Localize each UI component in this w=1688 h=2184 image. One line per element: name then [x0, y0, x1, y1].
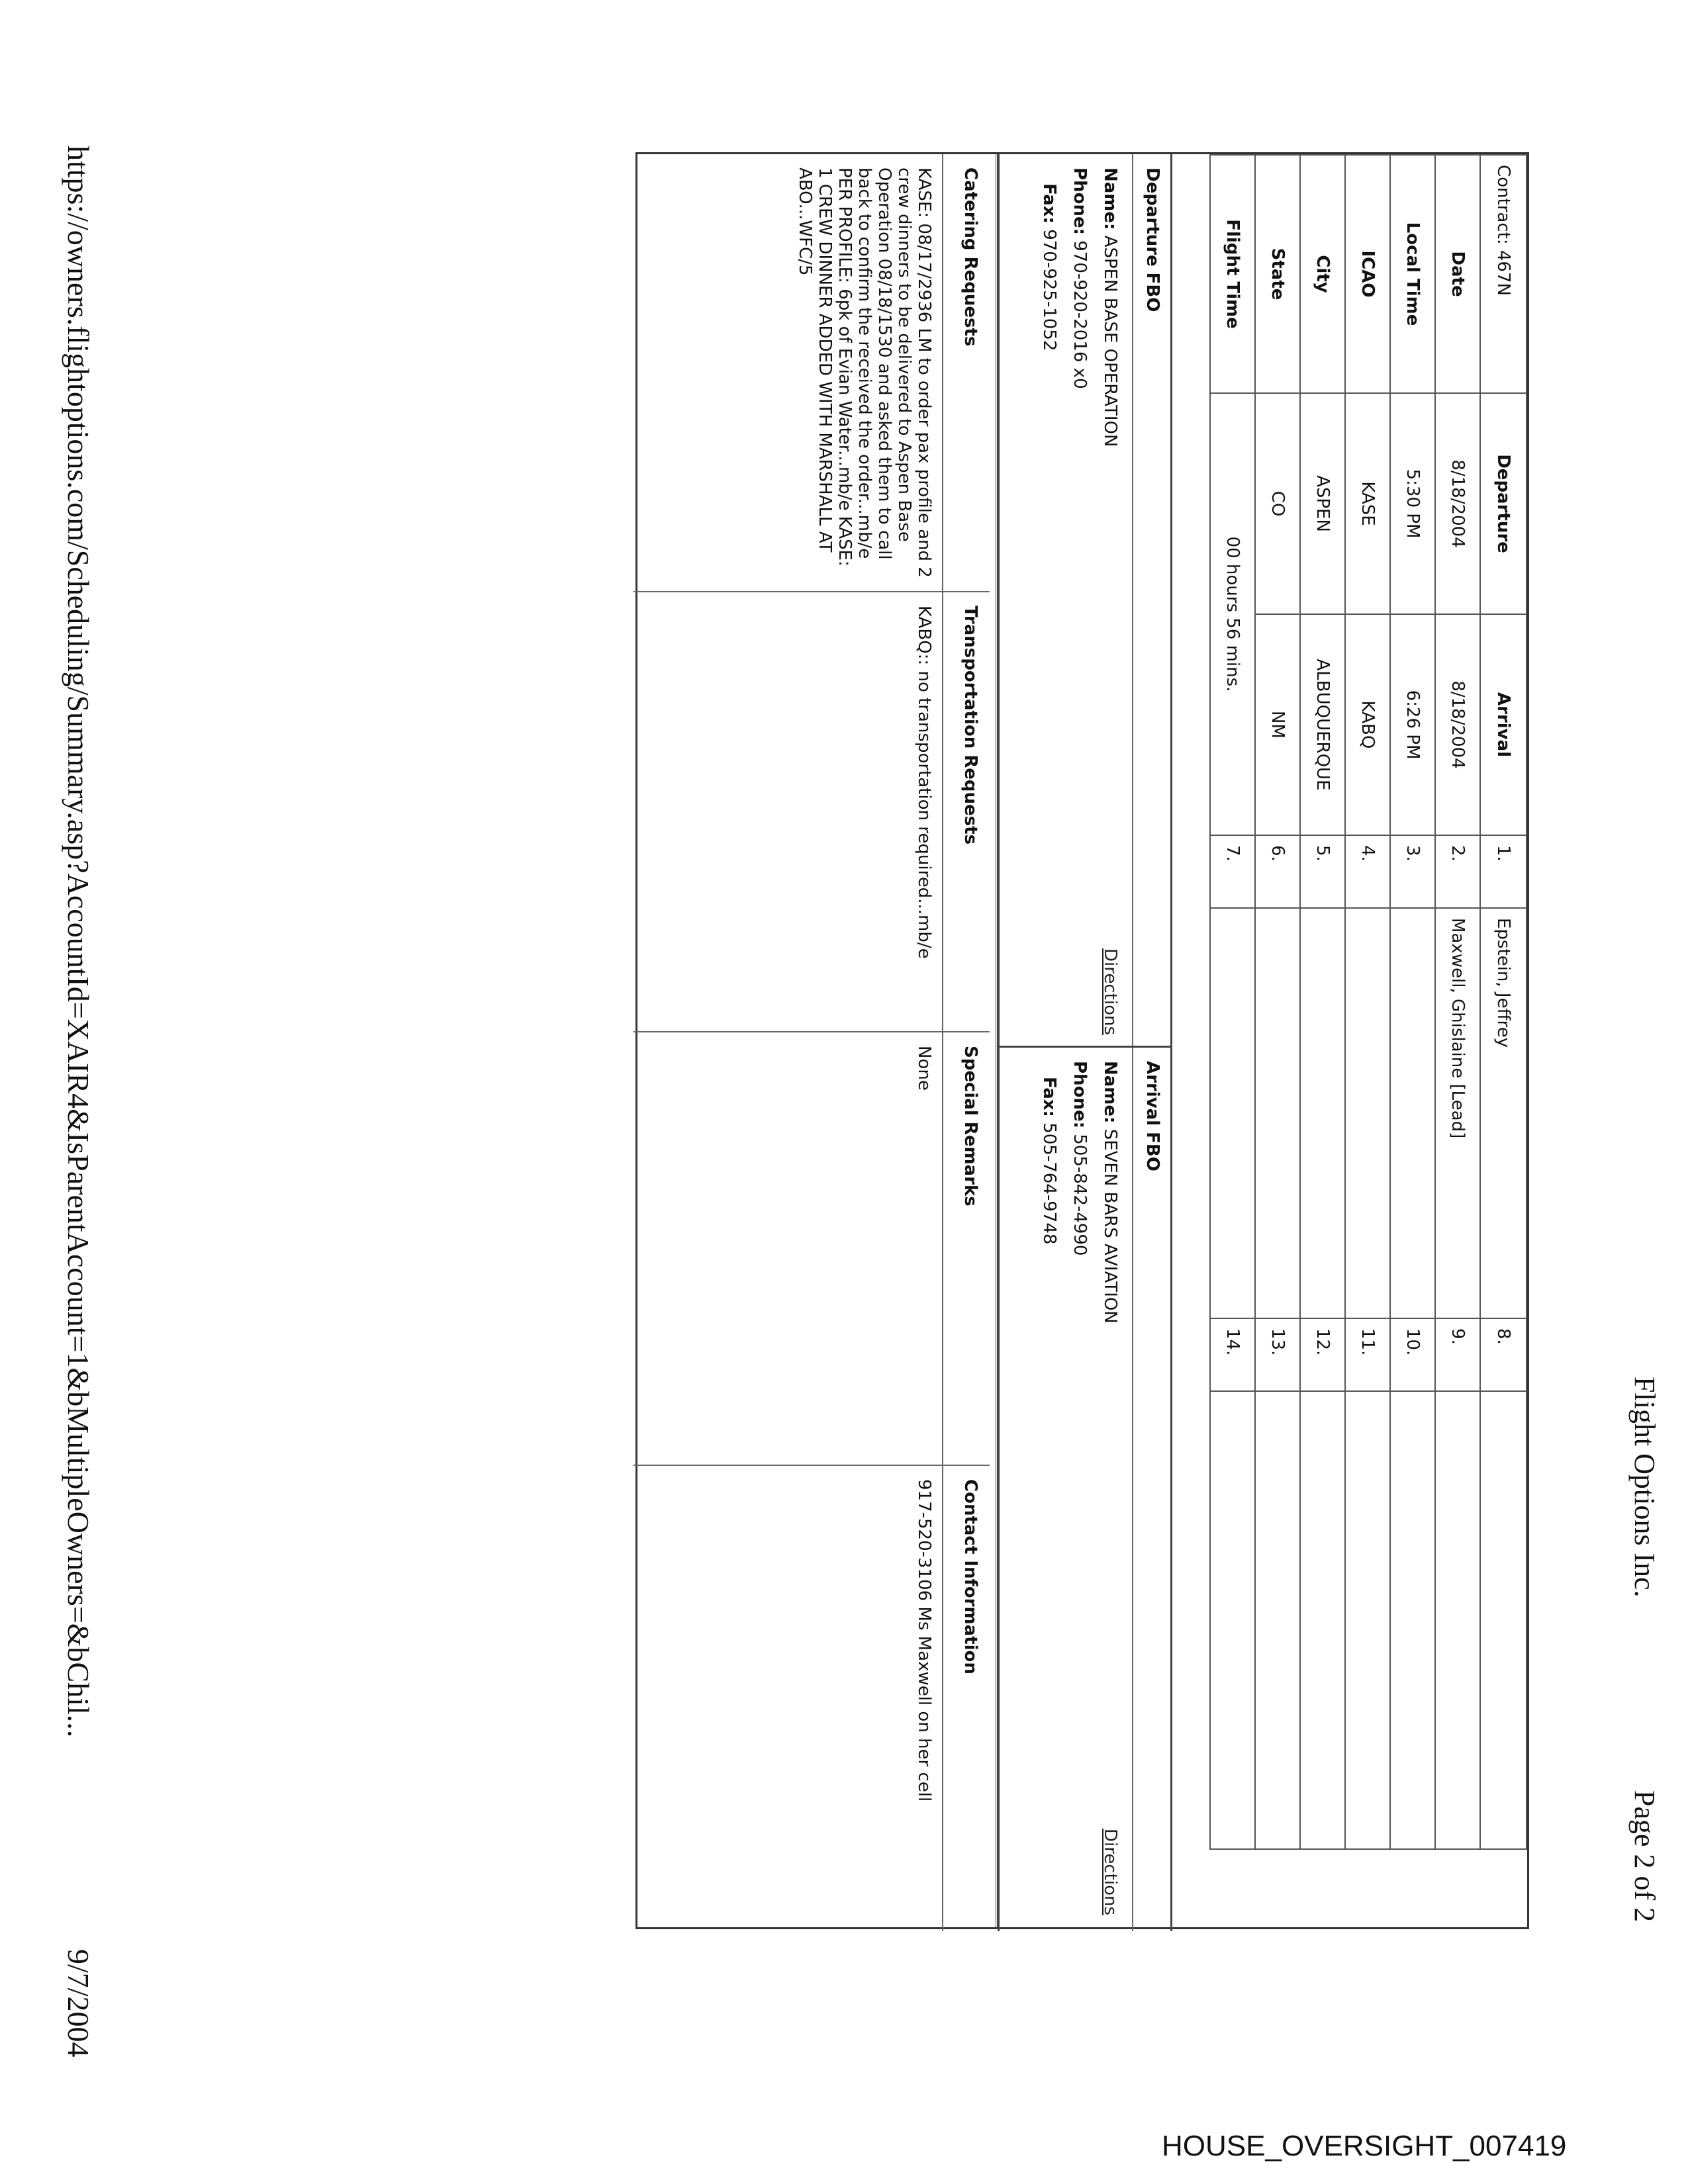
arrival-fbo-phone: Phone: 505-842-4990	[1070, 1061, 1090, 1256]
contract-cell: Contract: 467N	[1480, 155, 1526, 393]
contact-information	[633, 1465, 990, 1931]
transportation-text: KABQ:: no transportation required...mb/e	[914, 606, 934, 959]
departure-fbo-title: Departure FBO	[1143, 167, 1162, 312]
arrival-value: NM	[1255, 614, 1300, 835]
catering-title: Catering Requests	[961, 167, 980, 347]
table-row	[1300, 155, 1345, 1849]
departure-fbo	[998, 154, 1172, 1048]
page-number: Page 2 of 2	[1628, 1790, 1661, 1923]
pax-num: 12.	[1300, 1318, 1345, 1391]
arrival-directions-link[interactable]: Directions	[1100, 1829, 1120, 1916]
pax-name	[1255, 1391, 1300, 1849]
special-remarks-title: Special Remarks	[961, 1046, 980, 1206]
pax-num: 1.	[1480, 835, 1526, 908]
pax-name	[1300, 908, 1345, 1318]
catering-text: KASE: 08/17/2936 LM to order pax profile and 2 crew dinners to be delivered to Aspen Base Operation 08/18/1530 and asked them to call back to confirm the received the order...mb/e PER PROFILE: 6pk of Evian Water...mb/e KASE: 1 CREW DINNER ADDED WITH MARSHALL AT ABO...WFC/5	[795, 167, 934, 578]
departure-fbo-name: Name: ASPEN BASE OPERATION	[1100, 167, 1120, 447]
departure-value: 5:30 PM	[1390, 393, 1435, 614]
arrival-fbo	[998, 1048, 1172, 1931]
special-remarks-text: None	[914, 1046, 934, 1091]
pax-num: 6.	[1255, 835, 1300, 908]
pax-num: 2.	[1435, 835, 1480, 908]
footer-date: 9/7/2004	[62, 1949, 95, 2058]
pax-num: 4.	[1345, 835, 1390, 908]
contact-text: 917-520-3106 Ms Maxwell on her cell	[914, 1479, 934, 1802]
pax-name	[1210, 1391, 1255, 1849]
catering-requests	[633, 154, 990, 591]
pax-num: 8.	[1480, 1318, 1526, 1391]
pax-name	[1255, 908, 1300, 1318]
pax-num: 11.	[1345, 1318, 1390, 1391]
divider	[1132, 1048, 1133, 1931]
transportation-title: Transportation Requests	[961, 606, 980, 845]
pax-num: 10.	[1390, 1318, 1435, 1391]
pax-num: 14.	[1210, 1318, 1255, 1391]
pax-name	[1345, 908, 1390, 1318]
special-remarks	[633, 1031, 990, 1465]
arrival-fbo-name: Name: SEVEN BARS AVIATION	[1100, 1061, 1120, 1324]
arrival-value: ALBUQUERQUE	[1300, 614, 1345, 835]
departure-value: KASE	[1345, 393, 1390, 614]
pax-num: 7.	[1210, 835, 1255, 908]
pax-name	[1300, 1391, 1345, 1849]
arrival-header: Arrival	[1480, 614, 1526, 835]
departure-fbo-fax: Fax: 970-925-1052	[1039, 183, 1059, 351]
row-label: State	[1255, 155, 1300, 393]
arrival-value: 6:26 PM	[1390, 614, 1435, 835]
pax-num: 5.	[1300, 835, 1345, 908]
pax-name	[1210, 908, 1255, 1318]
row-label: Local Time	[1390, 155, 1435, 393]
section-divider	[996, 154, 998, 1927]
row-label: Date	[1435, 155, 1480, 393]
arrival-value: KABQ	[1345, 614, 1390, 835]
pax-name: Epstein, Jeffrey	[1480, 908, 1526, 1318]
row-label: ICAO	[1345, 155, 1390, 393]
pax-name	[1480, 1391, 1526, 1849]
pax-name	[1390, 1391, 1435, 1849]
departure-directions-link[interactable]: Directions	[1100, 948, 1120, 1036]
pax-name	[1345, 1391, 1390, 1849]
departure-value: 8/18/2004	[1435, 393, 1480, 614]
flight-time-value: 00 hours 56 mins.	[1210, 393, 1255, 835]
pax-num: 9.	[1435, 1318, 1480, 1391]
table-row	[1345, 155, 1390, 1849]
table-header-row	[1480, 155, 1526, 1849]
pax-name	[1390, 908, 1435, 1318]
divider	[942, 592, 943, 1031]
arrival-fbo-fax: Fax: 505-764-9748	[1039, 1077, 1059, 1245]
arrival-fbo-title: Arrival FBO	[1143, 1061, 1162, 1171]
divider	[1132, 154, 1133, 1046]
footer-url: https://owners.flightoptions.com/Scheduling/Summary.asp?AccountId=XAIR4&IsParentAccount=1&bMultipleOwners=&bChil...	[62, 146, 95, 1738]
arrival-value: 8/18/2004	[1435, 614, 1480, 835]
schedule-table	[1209, 154, 1527, 1850]
divider	[942, 154, 943, 591]
pax-name: Maxwell, Ghislaine [Lead]	[1435, 908, 1480, 1318]
departure-value: ASPEN	[1300, 393, 1345, 614]
company-header: Flight Options Inc.	[1628, 1377, 1661, 1598]
departure-value: CO	[1255, 393, 1300, 614]
bates-number: HOUSE_OVERSIGHT_007419	[1162, 2130, 1567, 2162]
pax-name	[1435, 1391, 1480, 1849]
flight-time-label: Flight Time	[1210, 155, 1255, 393]
flight-time-row	[1210, 155, 1255, 1849]
transportation-requests	[633, 591, 990, 1031]
departure-fbo-phone: Phone: 970-920-2016 x0	[1070, 167, 1090, 389]
pax-num: 13.	[1255, 1318, 1300, 1391]
departure-header: Departure	[1480, 393, 1526, 614]
divider	[942, 1032, 943, 1465]
flight-summary	[635, 152, 1529, 1929]
table-row	[1435, 155, 1480, 1849]
table-row	[1255, 155, 1300, 1849]
divider	[942, 1466, 943, 1931]
row-label: City	[1300, 155, 1345, 393]
pax-num: 3.	[1390, 835, 1435, 908]
table-row	[1390, 155, 1435, 1849]
contact-title: Contact Information	[961, 1479, 980, 1674]
